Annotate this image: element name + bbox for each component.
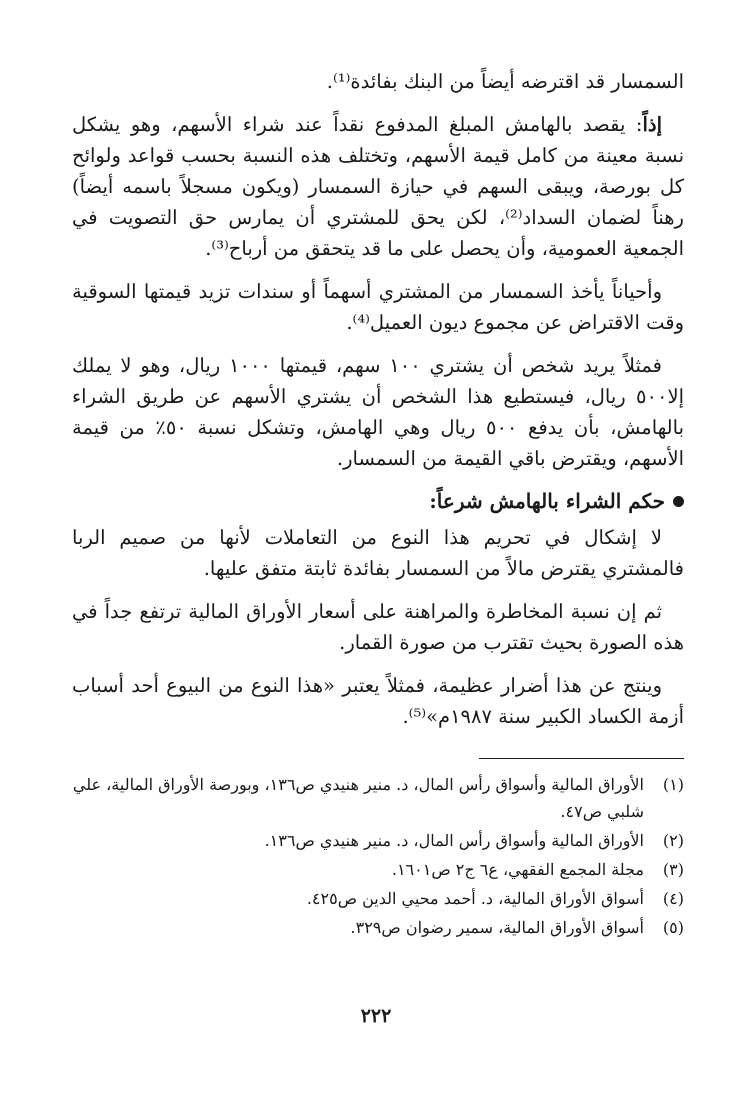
paragraph-3-text: وأحياناً يأخذ السمسار من المشتري أسهماً أو سندات تزيد قيمتها السوقية وقت الاقتراض عن مجموع ديون العميل⁽⁴⁾. xyxy=(72,280,684,334)
footnote-number: (٤) xyxy=(662,889,684,908)
paragraph-4-text: فمثلاً يريد شخص أن يشتري ١٠٠ سهم، قيمتها ١٠٠٠ ريال، وهو لا يملك إلا٥٠٠ ريال، فيستطيع هذا الشخص أن يشتري الأسهم عن طريق الشراء بالهامش، بأن يدفع ٥٠٠ ريال وهي الهامش، وتشكل نسبة ٥٠٪ من قيمة الأسهم، ويقترض باقي القيمة من السمسار. xyxy=(72,354,684,470)
footnote-text: الأوراق المالية وأسواق رأس المال، د. منير هنيدي ص١٣٦، وبورصة الأوراق المالية، علي شلبي ص٤٧. xyxy=(72,775,644,821)
paragraph-1-text: السمسار قد اقترضه أيضاً من البنك بفائدة⁽¹⁾. xyxy=(326,70,684,93)
footnote-item xyxy=(72,827,684,854)
paragraph-4 xyxy=(72,350,684,474)
bullet-icon xyxy=(673,496,684,507)
footnote-number: (٢) xyxy=(662,831,684,850)
section-heading xyxy=(72,486,684,516)
section-heading-text: حكم الشراء بالهامش شرعاً: xyxy=(429,489,665,513)
paragraph-1 xyxy=(72,66,684,97)
footnote-number: (٥) xyxy=(662,918,684,937)
footnotes xyxy=(72,771,684,941)
footnote-item xyxy=(72,856,684,883)
page-number: ٢٢٢ xyxy=(360,1005,392,1027)
paragraph-6 xyxy=(72,596,684,658)
paragraph-5 xyxy=(72,522,684,584)
footnote-text: الأوراق المالية وأسواق رأس المال، د. منير هنيدي ص١٣٦. xyxy=(264,831,644,850)
paragraph-2-text: : يقصد بالهامش المبلغ المدفوع نقداً عند شراء الأسهم، وهو يشكل نسبة معينة من كامل قيمة الأسهم، وتختلف هذه النسبة بحسب قواعد ولوائح كل بورصة، ويبقى السهم في حيازة السمسار (ويكون مسجلاً باسمه أيضاً) رهناً لضمان السداد⁽²⁾، لكن يحق للمشتري أن يمارس حق التصويت في الجمعية العمومية، وأن يحصل على ما قد يتحقق من أرباح⁽³⁾. xyxy=(72,113,684,260)
paragraph-2-lead: إذاً xyxy=(642,113,662,136)
footnote-item xyxy=(72,771,684,825)
footnote-text: أسواق الأوراق المالية، د. أحمد محيي الدين ص٤٢٥. xyxy=(306,889,644,908)
footnote-item xyxy=(72,885,684,912)
paragraph-7 xyxy=(72,670,684,732)
footnote-divider xyxy=(479,758,684,759)
paragraph-7-text: وينتج عن هذا أضرار عظيمة، فمثلاً يعتبر «هذا النوع من البيوع أحد أسباب أزمة الكساد الكبير سنة ١٩٨٧م»⁽⁵⁾. xyxy=(72,674,684,728)
paragraph-5-text: لا إشكال في تحريم هذا النوع من التعاملات لأنها من صميم الربا فالمشتري يقترض مالاً من السمسار بفائدة ثابتة متفق عليها. xyxy=(72,526,684,580)
footnote-text: مجلة المجمع الفقهي، ع٦ ج٢ ص١٦٠١. xyxy=(391,860,644,879)
paragraph-6-text: ثم إن نسبة المخاطرة والمراهنة على أسعار الأوراق المالية ترتفع جداً في هذه الصورة بحيث تقترب من صورة القمار. xyxy=(72,600,684,654)
footnote-text: أسواق الأوراق المالية، سمير رضوان ص٣٢٩. xyxy=(350,918,644,937)
paragraph-3 xyxy=(72,276,684,338)
paragraph-2 xyxy=(72,109,684,264)
footnote-item xyxy=(72,914,684,941)
footnote-number: (١) xyxy=(662,775,684,794)
footnote-number: (٣) xyxy=(662,860,684,879)
